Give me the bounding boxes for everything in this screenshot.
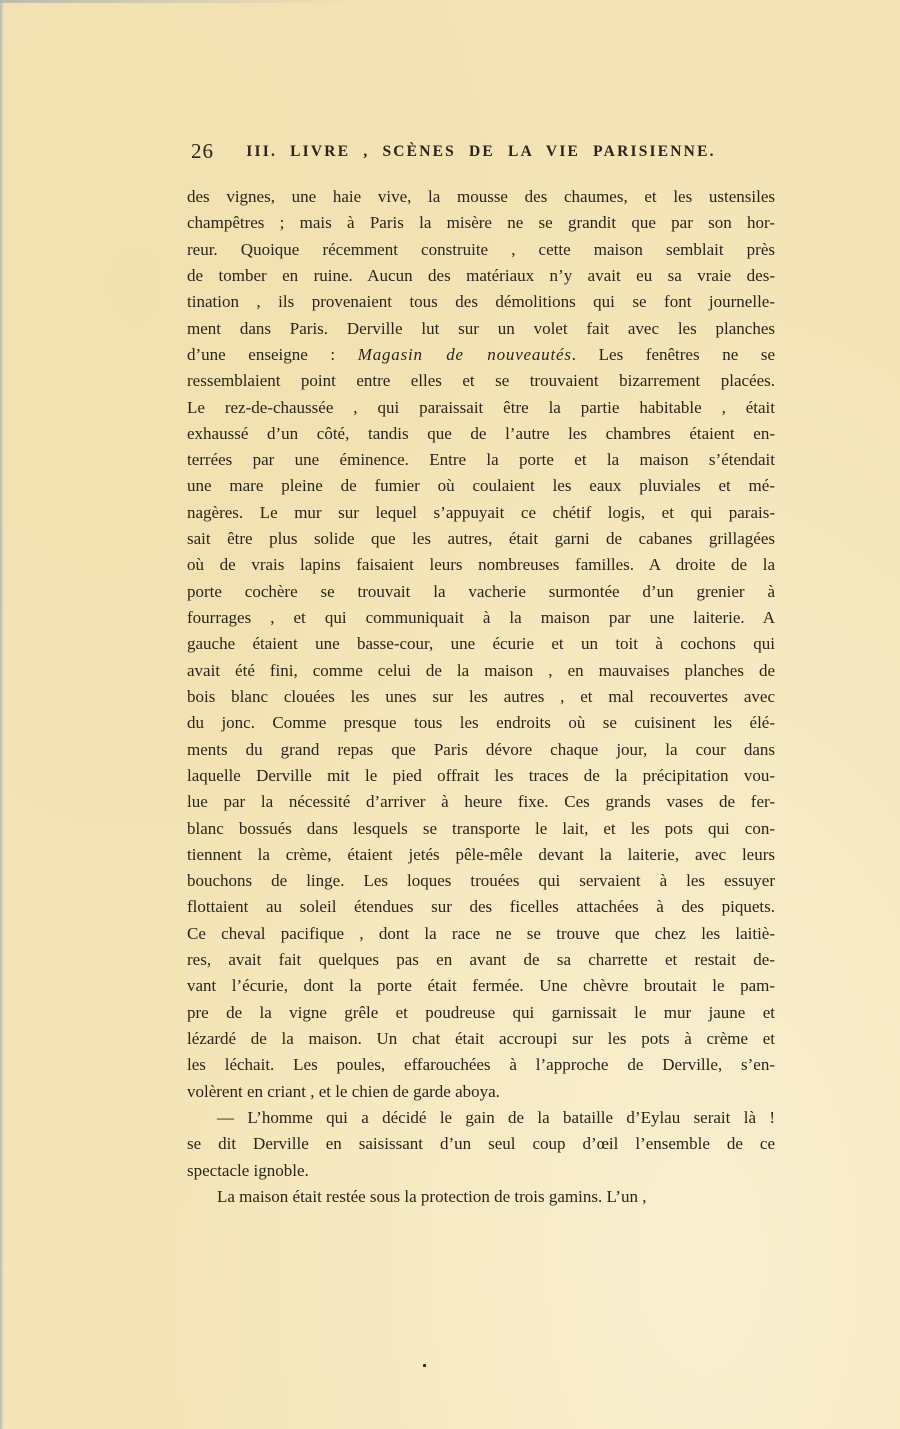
text-line: blanc bossués dans lesquels se transporte le lait, et les pots qui con-	[187, 818, 775, 838]
dialogue-line: — L’homme qui a décidé le gain de la bataille d’Eylau serait là !	[217, 1107, 775, 1127]
text-line: res, avait fait quelques pas en avant de sa charrette et restait de-	[187, 950, 775, 970]
text-line: lue par la nécessité d’arriver à heure fixe. Ces grands vases de fer-	[187, 792, 775, 812]
text-line: vant l’écurie, dont la porte était fermée. Une chèvre broutait le pam-	[187, 976, 775, 996]
text-line: se dit Derville en saisissant d’un seul coup d’œil l’ensemble de ce	[187, 1134, 775, 1154]
text-line-with-italic	[187, 342, 775, 368]
text-line: de tomber en ruine. Aucun des matériaux n’y avait eu sa vraie des-	[187, 265, 775, 285]
text-line: bouchons de linge. Les loques trouées qui servaient à les essuyer	[187, 871, 775, 891]
text-line: fourrages , et qui communiquait à la maison par une laiterie. A	[187, 608, 775, 627]
text-line: tination , ils provenaient tous des démolitions qui se font journelle-	[187, 292, 775, 312]
scan-edge-top	[0, 0, 360, 3]
text-line: ments du grand repas que Paris dévore chaque jour, la cour dans	[187, 739, 775, 759]
text-line: Ce cheval pacifique , dont la race ne se trouve que chez les laitiè-	[187, 923, 775, 943]
text-line: nagères. Le mur sur lequel s’appuyait ce chétif logis, et qui parais-	[187, 502, 775, 522]
text-line: avait été fini, comme celui de la maison , en mauvaises planches de	[187, 660, 775, 680]
text-line: sait être plus solide que les autres, était garni de cabanes grillagées	[187, 529, 775, 549]
text-line: terrées par une éminence. Entre la porte et la maison s’étendait	[187, 450, 775, 470]
text-line: pre de la vigne grêle et poudreuse qui garnissait le mur jaune et	[187, 1002, 775, 1022]
text-line: reur. Quoique récemment construite , cette maison semblait près	[187, 239, 775, 259]
italic-phrase: Magasin de nouveautés	[357, 344, 572, 364]
text-line: laquelle Derville mit le pied offrait les traces de la précipitation vou-	[187, 765, 775, 785]
scan-edge-left	[0, 0, 4, 1429]
paragraph-end-line: volèrent en criant , et le chien de garde aboya.	[187, 1081, 500, 1101]
text-line: lézardé de la maison. Un chat était accroupi sur les pots à crème et	[187, 1029, 775, 1048]
text-line: des vignes, une haie vive, la mousse des chaumes, et les ustensiles	[187, 187, 775, 206]
ink-speck	[423, 1364, 426, 1367]
page-number: 26	[191, 139, 214, 163]
text-line: gauche étaient une basse-cour, une écurie et un toit à cochons qui	[187, 634, 775, 654]
running-title: III. LIVRE , SCÈNES DE LA VIE PARISIENNE.	[246, 143, 716, 160]
text-line: ressemblaient point entre elles et se trouvaient bizarrement placées.	[187, 371, 775, 391]
text-line: Le rez-de-chaussée , qui paraissait être la partie habitable , était	[187, 397, 775, 417]
text-line: exhaussé d’un côté, tandis que de l’autre les chambres étaient en-	[187, 423, 775, 443]
text-run: d’une enseigne :	[187, 344, 358, 364]
paragraph-end-line: spectacle ignoble.	[187, 1160, 309, 1180]
text-line: champêtres ; mais à Paris la misère ne se grandit que par son hor-	[187, 213, 775, 233]
text-line: tiennent la crème, étaient jetés pêle-mêle devant la laiterie, avec leurs	[187, 844, 775, 864]
text-line: bois blanc clouées les unes sur les autres , et mal recouvertes avec	[187, 686, 775, 706]
text-line: porte cochère se trouvait la vacherie surmontée d’un grenier à	[187, 581, 775, 601]
text-line: du jonc. Comme presque tous les endroits où se cuisinent les élé-	[187, 713, 775, 733]
text-block	[187, 184, 775, 1210]
text-line: où de vrais lapins faisaient leurs nombreuses familles. A droite de la	[187, 555, 775, 575]
text-run: . Les fenêtres ne se	[571, 344, 776, 364]
text-line: flottaient au soleil étendues sur des ficelles attachées à des piquets.	[187, 897, 775, 917]
text-line: les léchait. Les poules, effarouchées à l’approche de Derville, s’en-	[187, 1055, 775, 1075]
page-header	[187, 139, 775, 165]
text-line: ment dans Paris. Derville lut sur un volet fait avec les planches	[187, 318, 775, 338]
paragraph-start-line: La maison était restée sous la protection de trois gamins. L’un ,	[217, 1186, 647, 1206]
text-line: une mare pleine de fumier où coulaient les eaux pluviales et mé-	[187, 476, 775, 496]
